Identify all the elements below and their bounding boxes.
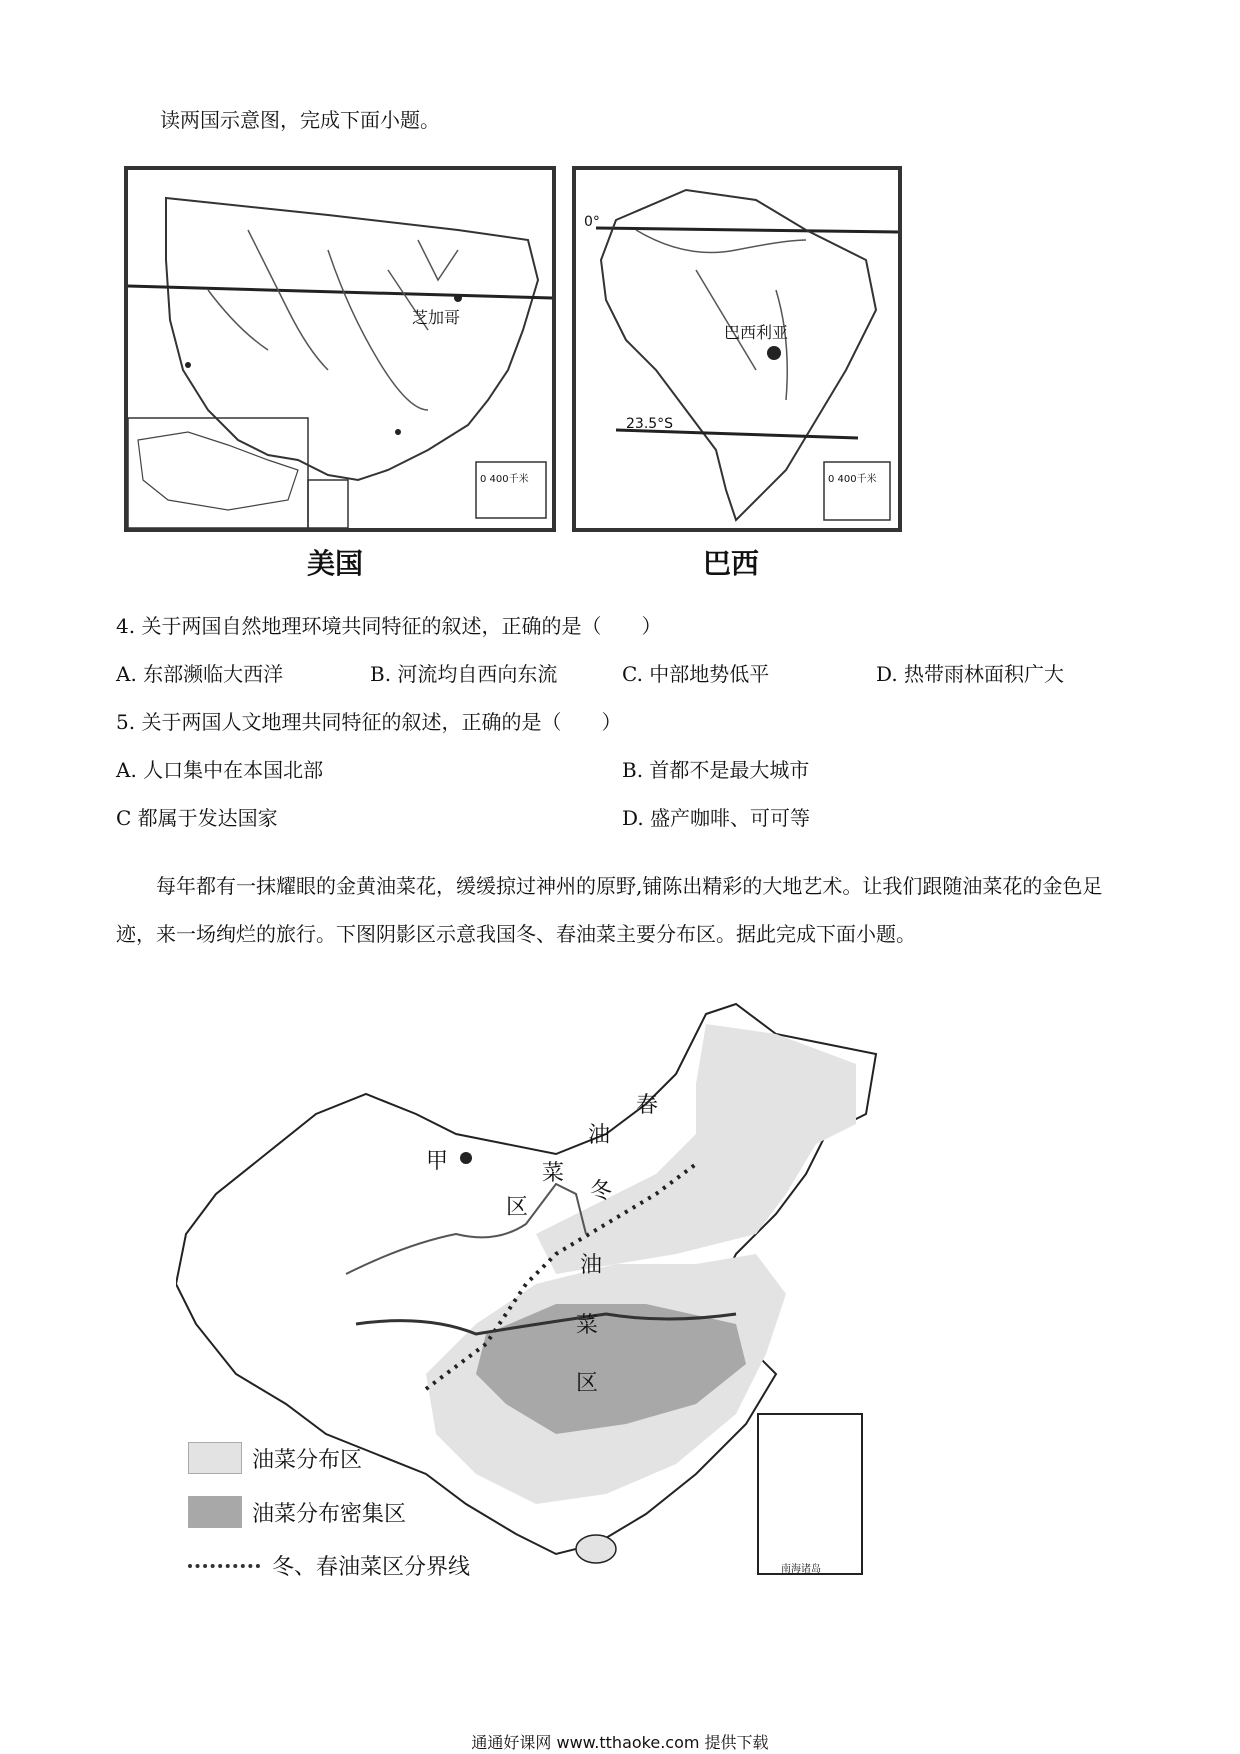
question-5-stem: 5. 关于两国人文地理共同特征的叙述，正确的是（ ） — [116, 710, 622, 734]
legend-dense — [188, 1496, 470, 1528]
question-5-option-b: B. 首都不是最大城市 — [622, 758, 810, 782]
zone-winter-char-3: 菜 — [576, 1313, 599, 1338]
south-china-sea-inset — [758, 1414, 862, 1574]
legend-area-swatch — [188, 1442, 242, 1474]
chicago-label: 芝加哥 — [412, 308, 461, 327]
legend-line-label: 冬、春油菜区分界线 — [272, 1555, 471, 1580]
legend-dense-label: 油菜分布密集区 — [252, 1501, 407, 1527]
legend-dense-swatch — [188, 1496, 242, 1528]
usa-map — [124, 166, 556, 532]
zone-spring-char-4: 区 — [506, 1195, 529, 1220]
question-5-option-c: C 都属于发达国家 — [116, 806, 278, 830]
question-4-option-b: B. 河流均自西向东流 — [370, 662, 558, 686]
brazil-map — [572, 166, 902, 532]
zone-winter-char-1: 冬 — [590, 1179, 613, 1204]
tropic-label: 23.5°S — [626, 416, 674, 432]
question-4-option-c: C. 中部地势低平 — [622, 662, 770, 686]
question-4-option-d: D. 热带雨林面积广大 — [876, 662, 1065, 686]
rapeseed-intro-text: 每年都有一抹耀眼的金黄油菜花，缓缓掠过神州的原野,铺陈出精彩的大地艺术。让我们跟随油菜花的金色足迹，来一场绚烂的旅行。下图阴影区示意我国冬、春油菜主要分布区。据此完成下面小题。 — [116, 874, 1103, 946]
question-4-stem: 4. 关于两国自然地理环境共同特征的叙述，正确的是（ ） — [116, 614, 662, 638]
legend-area — [188, 1442, 470, 1474]
legend — [188, 1442, 470, 1581]
page-footer: 通通好课网 www.tthaoke.com 提供下载 — [471, 1733, 769, 1752]
legend-line-sample — [188, 1564, 260, 1568]
hainan-island — [576, 1535, 616, 1563]
legend-line — [188, 1550, 470, 1581]
zone-spring-char-2: 油 — [588, 1123, 611, 1148]
question-5-option-a: A. 人口集中在本国北部 — [116, 758, 324, 782]
zone-winter-char-4: 区 — [576, 1371, 599, 1396]
question-5-option-d: D. 盛产咖啡、可可等 — [622, 806, 811, 830]
brasilia-label: 巴西利亚 — [724, 323, 789, 342]
brazil-scale: 0 400千米 — [828, 474, 877, 485]
brazil-label: 巴西 — [702, 547, 759, 580]
point-jia-label: 甲 — [426, 1149, 449, 1174]
zone-winter-char-2: 油 — [580, 1253, 603, 1278]
question-4-option-a: A. 东部濒临大西洋 — [116, 662, 284, 686]
usa-scale: 0 400千米 — [480, 474, 529, 485]
equator-label: 0° — [584, 214, 600, 230]
zone-spring-char-1: 春 — [636, 1093, 659, 1118]
intro-text: 读两国示意图，完成下面小题。 — [160, 108, 440, 132]
zone-spring-char-3: 菜 — [542, 1161, 565, 1186]
inset-label: 南海诸岛 — [781, 1564, 821, 1575]
point-jia-marker — [460, 1152, 472, 1164]
legend-area-label: 油菜分布区 — [252, 1447, 363, 1473]
usa-label: 美国 — [306, 547, 363, 580]
